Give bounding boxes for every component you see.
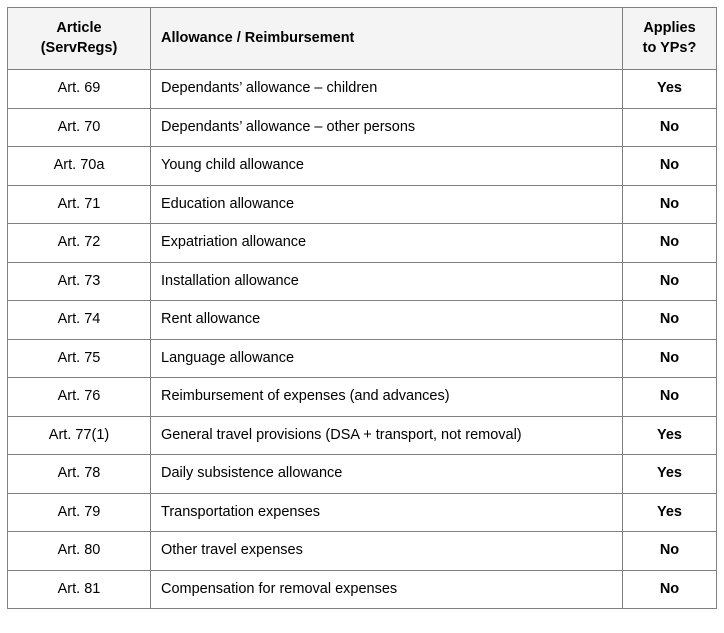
cell-description: Rent allowance bbox=[151, 301, 623, 340]
cell-article: Art. 70 bbox=[8, 108, 151, 147]
cell-description: Dependants’ allowance – children bbox=[151, 70, 623, 109]
table-row bbox=[8, 416, 717, 455]
table-row bbox=[8, 493, 717, 532]
cell-applies: No bbox=[623, 570, 717, 609]
table-row bbox=[8, 339, 717, 378]
allowance-reimbursement-table bbox=[7, 7, 717, 609]
cell-applies: No bbox=[623, 378, 717, 417]
cell-applies: No bbox=[623, 224, 717, 263]
cell-description: Education allowance bbox=[151, 185, 623, 224]
table-row bbox=[8, 301, 717, 340]
column-header-article-line1: Article bbox=[56, 20, 102, 37]
cell-applies: No bbox=[623, 532, 717, 571]
cell-article: Art. 70a bbox=[8, 147, 151, 186]
cell-description: Language allowance bbox=[151, 339, 623, 378]
cell-description: Expatriation allowance bbox=[151, 224, 623, 263]
cell-applies: No bbox=[623, 147, 717, 186]
column-header-article-line2: (ServRegs) bbox=[40, 39, 118, 56]
cell-description: Transportation expenses bbox=[151, 493, 623, 532]
table-row bbox=[8, 570, 717, 609]
cell-applies: Yes bbox=[623, 416, 717, 455]
cell-description: Daily subsistence allowance bbox=[151, 455, 623, 494]
cell-article: Art. 80 bbox=[8, 532, 151, 571]
cell-applies: Yes bbox=[623, 455, 717, 494]
table-row bbox=[8, 70, 717, 109]
cell-article: Art. 72 bbox=[8, 224, 151, 263]
table-row bbox=[8, 378, 717, 417]
table-row bbox=[8, 224, 717, 263]
table-row bbox=[8, 262, 717, 301]
cell-applies: No bbox=[623, 108, 717, 147]
table-body bbox=[8, 70, 717, 609]
cell-description: Dependants’ allowance – other persons bbox=[151, 108, 623, 147]
cell-description: Compensation for removal expenses bbox=[151, 570, 623, 609]
cell-applies: No bbox=[623, 262, 717, 301]
allowance-table-container bbox=[7, 7, 716, 609]
cell-description: General travel provisions (DSA + transport, not removal) bbox=[151, 416, 623, 455]
cell-applies: Yes bbox=[623, 493, 717, 532]
table-row bbox=[8, 455, 717, 494]
column-header-applies bbox=[623, 8, 717, 70]
column-header-applies-line2: to YPs? bbox=[642, 39, 697, 56]
column-header-description: Allowance / Reimbursement bbox=[151, 8, 623, 70]
cell-applies: Yes bbox=[623, 70, 717, 109]
cell-applies: No bbox=[623, 339, 717, 378]
cell-article: Art. 74 bbox=[8, 301, 151, 340]
cell-article: Art. 71 bbox=[8, 185, 151, 224]
cell-description: Reimbursement of expenses (and advances) bbox=[151, 378, 623, 417]
cell-description: Young child allowance bbox=[151, 147, 623, 186]
table-header bbox=[8, 8, 717, 70]
cell-article: Art. 79 bbox=[8, 493, 151, 532]
column-header-article bbox=[8, 8, 151, 70]
cell-article: Art. 81 bbox=[8, 570, 151, 609]
cell-article: Art. 69 bbox=[8, 70, 151, 109]
table-row bbox=[8, 108, 717, 147]
table-row bbox=[8, 185, 717, 224]
table-header-row bbox=[8, 8, 717, 70]
cell-article: Art. 78 bbox=[8, 455, 151, 494]
cell-description: Installation allowance bbox=[151, 262, 623, 301]
cell-article: Art. 75 bbox=[8, 339, 151, 378]
table-row bbox=[8, 532, 717, 571]
cell-applies: No bbox=[623, 301, 717, 340]
cell-article: Art. 76 bbox=[8, 378, 151, 417]
cell-applies: No bbox=[623, 185, 717, 224]
cell-description: Other travel expenses bbox=[151, 532, 623, 571]
cell-article: Art. 77(1) bbox=[8, 416, 151, 455]
column-header-applies-line1: Applies bbox=[643, 20, 696, 37]
table-row bbox=[8, 147, 717, 186]
cell-article: Art. 73 bbox=[8, 262, 151, 301]
